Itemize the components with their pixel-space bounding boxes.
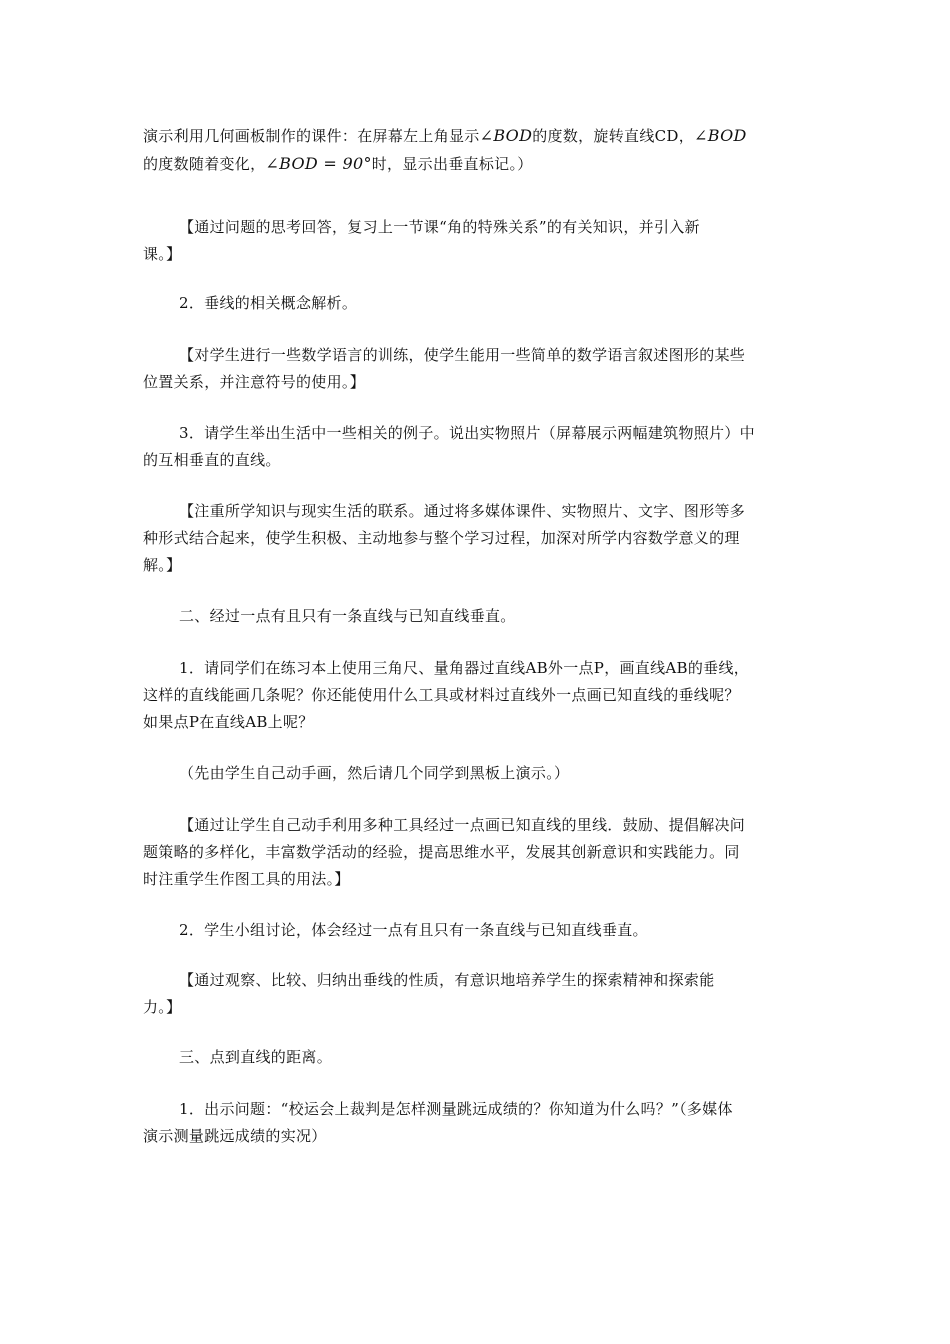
paragraph-note-real-life (143, 498, 859, 579)
paragraph-student-demo (143, 760, 859, 787)
math-expression: ∠BOD (694, 126, 747, 145)
paragraph-drawing-task (143, 655, 859, 736)
paragraph-note-property (143, 967, 859, 1021)
text-line: 3．请学生举出生活中一些相关的例子。说出实物照片（屏幕展示两幅建筑物照片）中 (179, 424, 755, 442)
text-line: （先由学生自己动手画，然后请几个同学到黑板上演示。） (179, 764, 570, 782)
text-line: 的互相垂直的直线。 (143, 451, 281, 469)
text-line: 的度数随着变化，∠BOD = 90°时，显示出垂直标记。） (143, 154, 533, 173)
text-line: 这样的直线能画几条呢？你还能使用什么工具或材料过直线外一点画已知直线的垂线呢？ (143, 686, 740, 704)
text-line: 【注重所学知识与现实生活的联系。通过将多媒体课件、实物照片、文字、图形等多 (179, 502, 746, 520)
paragraph-life-examples (143, 420, 859, 474)
math-expression: ∠BOD (479, 126, 533, 145)
text-line: 三、点到直线的距离。 (179, 1048, 333, 1066)
text-line: 2．学生小组讨论，体会经过一点有且只有一条直线与已知直线垂直。 (179, 921, 648, 939)
text-line: 【通过观察、比较、归纳出垂线的性质，有意识地培养学生的探索精神和探索能 (179, 971, 715, 989)
paragraph-long-jump-question (143, 1096, 859, 1150)
text-line: 解。】 (143, 556, 182, 574)
text-line: 2．垂线的相关概念解析。 (179, 294, 358, 312)
text-line: 种形式结合起来，使学生积极、主动地参与整个学习过程，加深对所学内容数学意义的理 (143, 529, 740, 547)
math-expression: ∠BOD = 90° (265, 154, 372, 173)
text-line: 课。】 (143, 245, 182, 263)
text-line: 1．出示问题：“校运会上裁判是怎样测量跳远成绩的？你知道为什么吗？”（多媒体 (179, 1100, 733, 1118)
text-line: 二、经过一点有且只有一条直线与已知直线垂直。 (179, 607, 516, 625)
text-line: 【对学生进行一些数学语言的训练，使学生能用一些简单的数学语言叙述图形的某些 (179, 346, 746, 364)
text-line: 【通过问题的思考回答，复习上一节课“角的特殊关系”的有关知识，并引入新 (179, 218, 700, 236)
text-line: 力。】 (143, 998, 182, 1016)
paragraph-note-tools (143, 812, 859, 893)
text-line: 演示测量跳远成绩的实况） (143, 1127, 327, 1145)
text-line: 演示利用几何画板制作的课件：在屏幕左上角显示∠BOD的度数，旋转直线CD，∠BOD (143, 126, 747, 145)
text-line: 题策略的多样化，丰富数学活动的经验，提高思维水平，发展其创新意识和实践能力。同 (143, 843, 740, 861)
text-line: 1．请同学们在练习本上使用三角尺、量角器过直线AB外一点P，画直线AB的垂线， (179, 659, 750, 677)
text-line: 位置关系，并注意符号的使用。】 (143, 373, 366, 391)
text-line: 时注重学生作图工具的用法。】 (143, 870, 350, 888)
paragraph-note-language (143, 342, 859, 396)
section-heading-two (143, 603, 859, 630)
section-heading-three (143, 1044, 859, 1071)
paragraph-group-discussion (143, 917, 859, 944)
text-line: 【通过让学生自己动手利用多种工具经过一点画已知直线的里线．鼓励、提倡解决问 (179, 816, 746, 834)
text-line: 如果点P在直线AB上呢？ (143, 713, 314, 731)
paragraph-perpendicular-concepts (143, 290, 859, 317)
paragraph-note-review (143, 214, 859, 268)
paragraph-intro-demo (143, 122, 823, 178)
